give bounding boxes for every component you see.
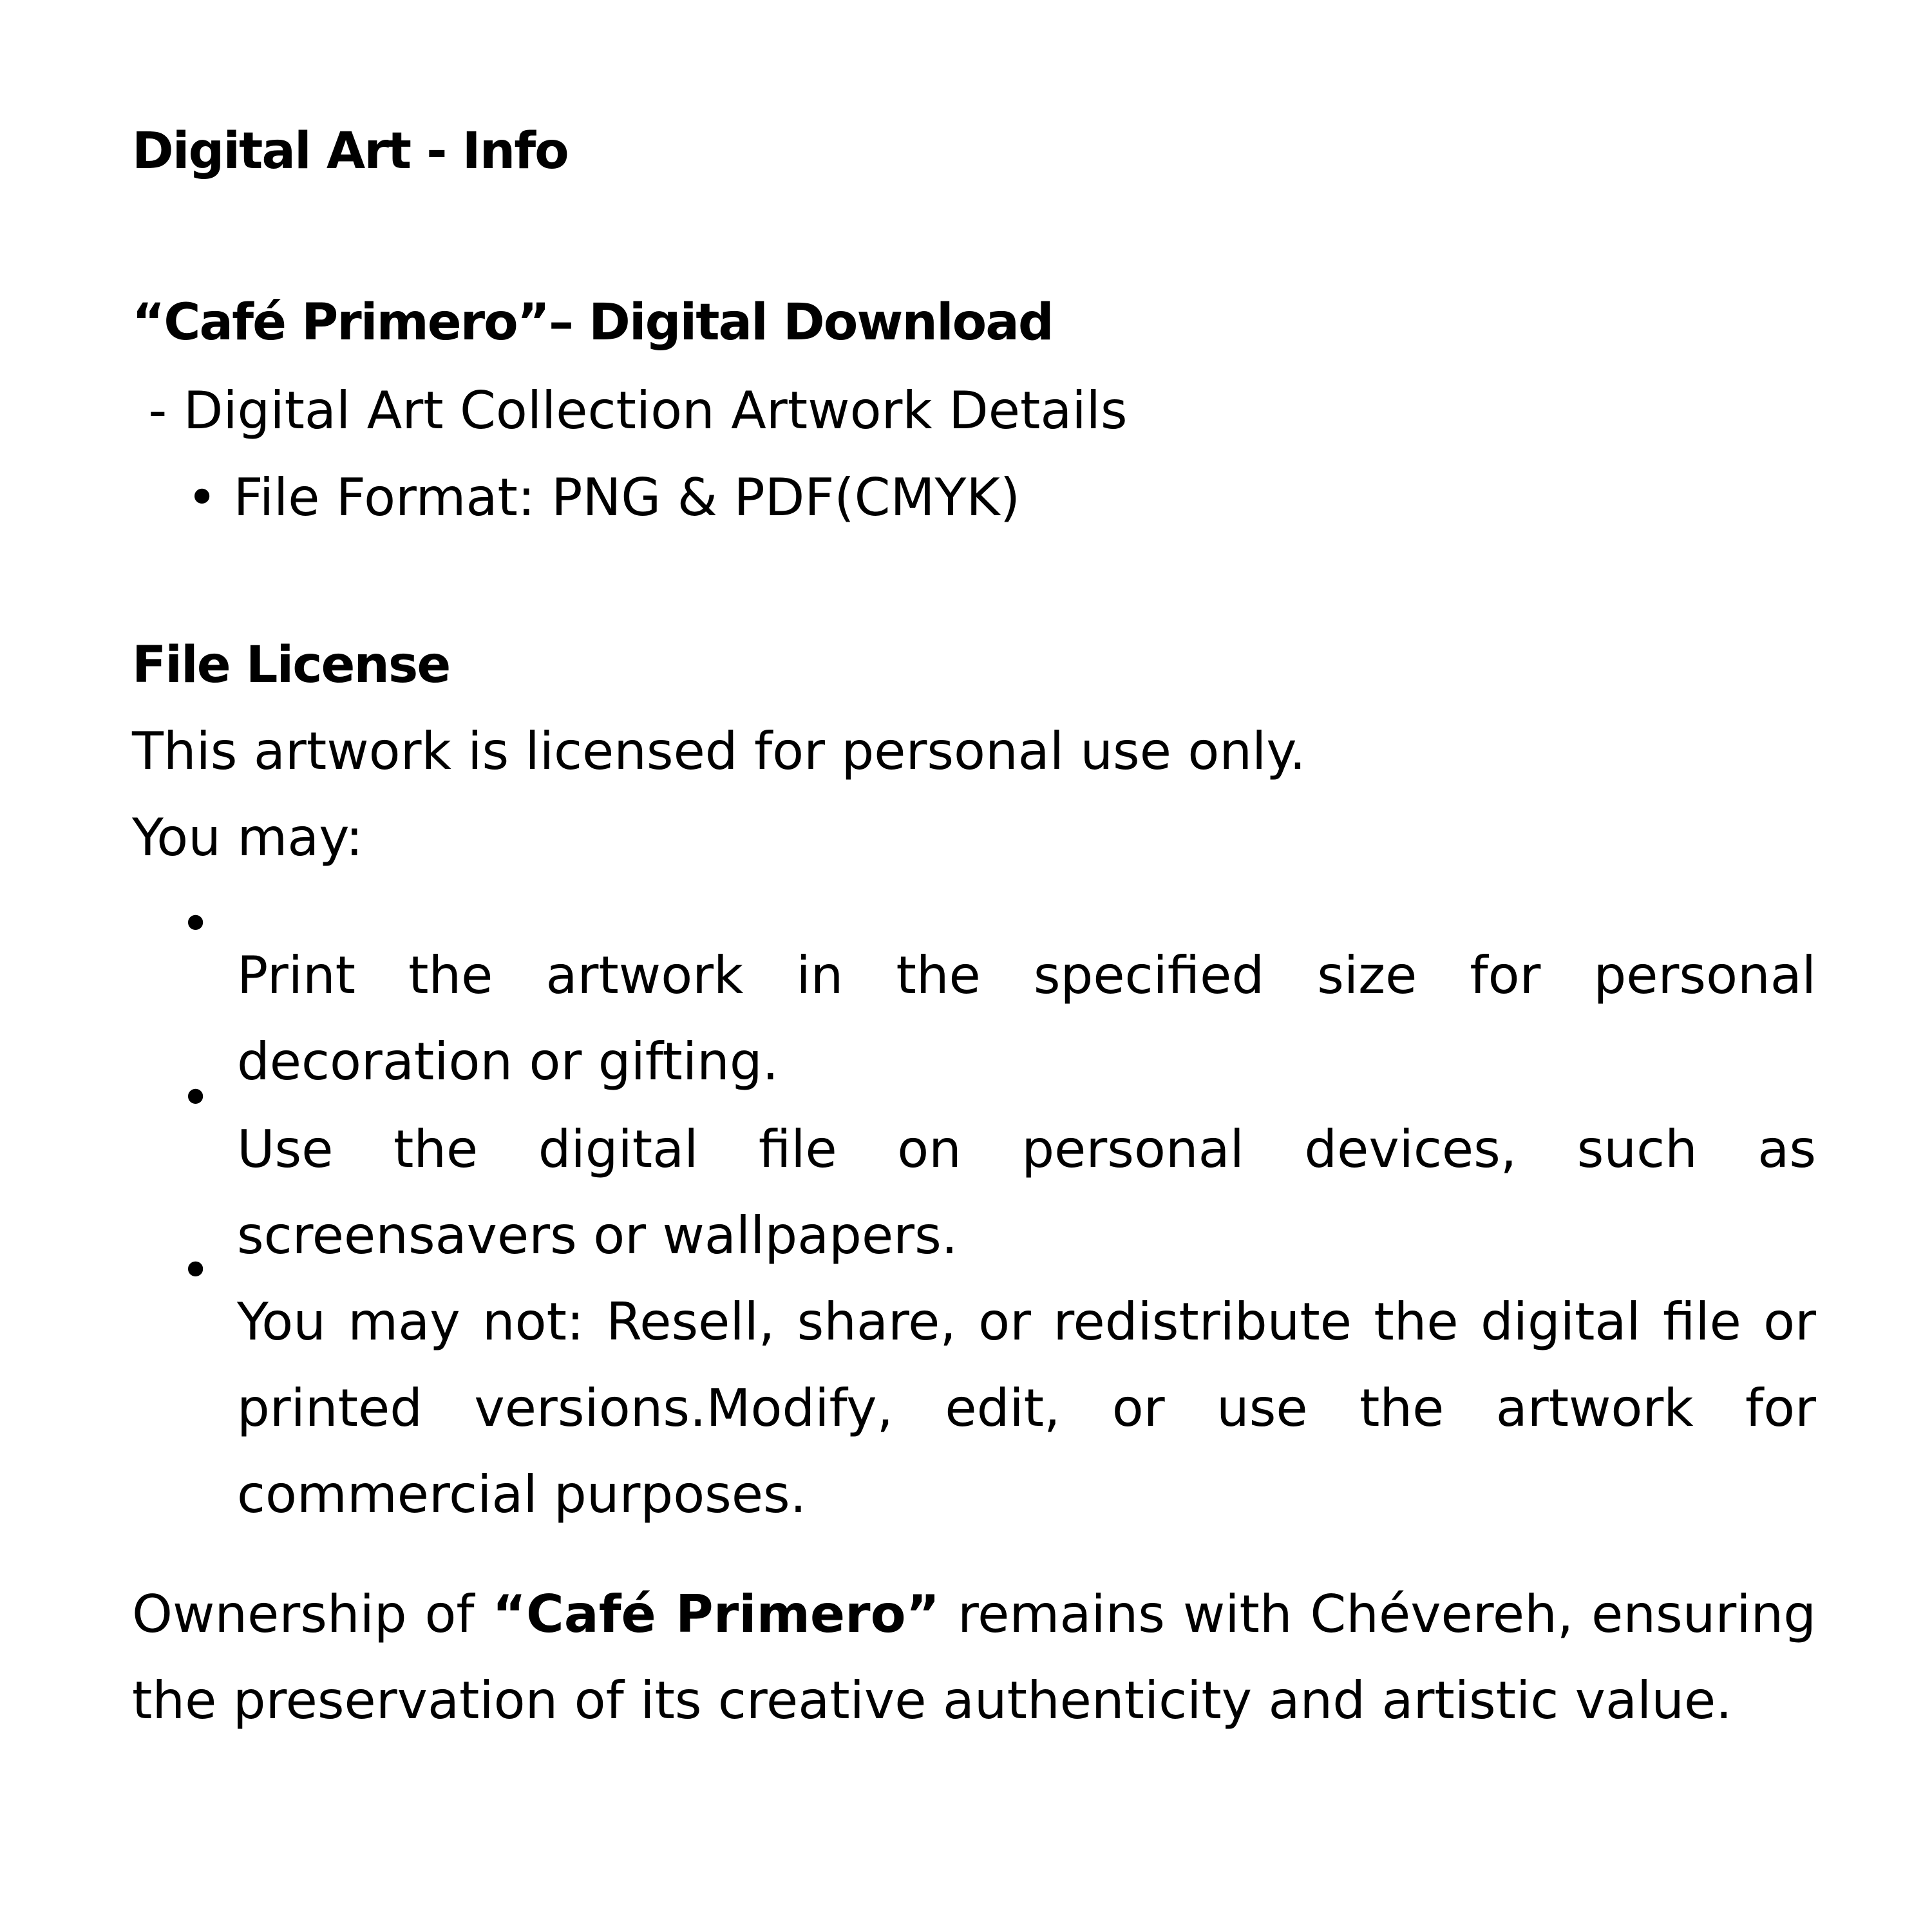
license-item-text: Use the digital file on personal devices, such as screensavers or wallpapers. [237,1119,1816,1265]
product-subtitle: - Digital Art Collection Artwork Details [132,381,1128,440]
ownership-suffix: remains with Chévereh, ensuring the preservation of its creative authenticity and artistic value. [132,1584,1817,1730]
file-format-text: File Format: PNG & PDF(CMYK) [233,468,1021,527]
bullet-icon: • [180,1240,211,1300]
license-item-text: You may not: Resell, share, or redistribute the digital file or printed versions.Modify, edit, or use the artwork for commercial purposes. [237,1292,1816,1524]
ownership-prefix: Ownership of [132,1584,493,1644]
license-intro: This artwork is licensed for personal use only. [132,721,1306,781]
license-heading: File License [132,636,450,694]
license-you-may: You may: [132,808,363,867]
ownership-paragraph [132,1571,1816,1744]
bullet-icon: • [187,468,218,527]
file-format-row [187,455,1020,541]
product-title: “Café Primero”– Digital Download [132,294,1053,352]
ownership-artwork-name: “Café Primero” [492,1584,940,1644]
bullet-icon: • [180,894,211,954]
page-title: Digital Art - Info [132,122,568,180]
license-item-text: Print the artwork in the specified size for personal decoration or gifting. [237,945,1816,1092]
bullet-icon: • [180,1068,211,1128]
